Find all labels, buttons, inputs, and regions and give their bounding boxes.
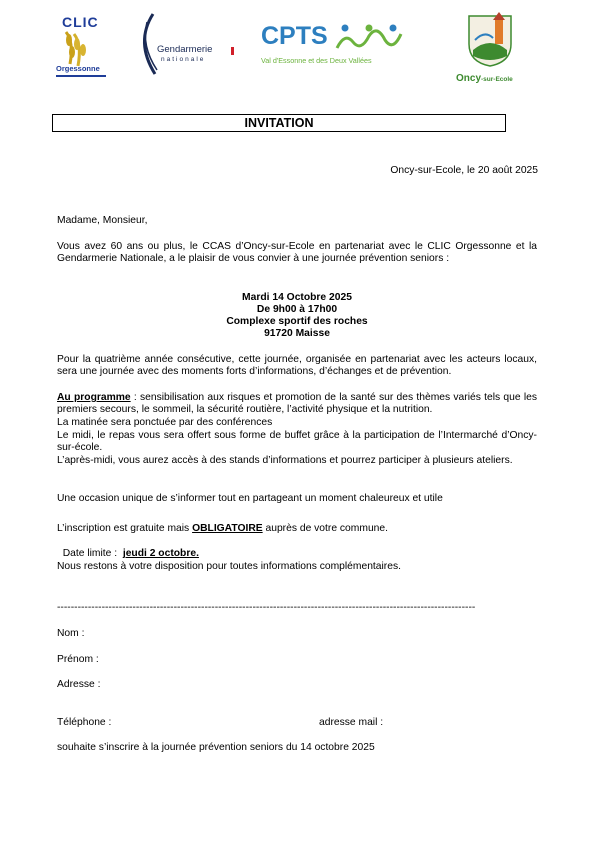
oncy-logo: [455, 10, 525, 82]
email-label: adresse mail :: [319, 717, 384, 728]
oncy-logo-word: Oncy: [456, 73, 482, 84]
deadline-label: Date limite :: [62, 548, 123, 560]
gendarmerie-logo: [133, 12, 237, 82]
clic-logo-underline: [56, 75, 106, 77]
salutation: Madame, Monsieur,: [57, 215, 148, 226]
registration-prefix: L’inscription est gratuite mais: [57, 523, 193, 534]
closing-line: Nous restons à votre disposition pour toutes informations complémentaires.: [57, 561, 401, 572]
oncy-crest-icon: [455, 10, 525, 68]
deadline-line: [57, 536, 199, 561]
registration-suffix: auprès de votre commune.: [262, 523, 388, 534]
oncy-logo-suffix: -sur-Ecole: [481, 76, 513, 83]
cpts-logo-subtitle: Val d'Essonne et des Deux Vallées: [261, 56, 372, 65]
cpts-logo: [259, 22, 409, 72]
morning-line: La matinée sera ponctuée par des conférences: [57, 417, 273, 428]
clic-logo-subtitle: Orgessonne: [56, 64, 100, 73]
lunch-paragraph: Le midi, le repas vous sera offert sous forme de buffet grâce à la participation de l’Intermarché d’Oncy-sur-école.: [57, 430, 537, 454]
registration-line: [57, 523, 388, 535]
prenom-label: Prénom :: [57, 654, 99, 665]
clic-logo: [52, 12, 110, 82]
clic-logo-text: CLIC: [62, 14, 99, 30]
afternoon-paragraph: L’après-midi, vous aurez accès à des stands d’informations et pourrez participer à plusieurs ateliers.: [57, 455, 513, 466]
registration-required: OBLIGATOIRE: [192, 523, 263, 534]
program-paragraph: [57, 392, 537, 417]
intro-paragraph: Vous avez 60 ans ou plus, le CCAS d’Oncy-sur-Ecole en partenariat avec le CLIC Orgessonne et la Gendarmerie Nationale, a le plaisir de vous convier à une journée prévention seniors :: [57, 241, 537, 265]
cut-separator: --------------------------------------------------------------------------------------------------------------------------: [57, 602, 476, 613]
adresse-label: Adresse :: [57, 679, 101, 690]
gendarmerie-logo-subtitle: nationale: [161, 56, 206, 63]
oncy-logo-name: [456, 68, 513, 86]
telephone-label: Téléphone :: [57, 717, 112, 728]
paragraph-partnership: Pour la quatrième année consécutive, cette journée, organisée en partenariat avec les acteurs locaux, sera une journée avec des moments forts d’informations, d’échanges et de prévention.: [57, 354, 537, 378]
program-label: Au programme: [57, 392, 131, 403]
gendarmerie-logo-title: Gendarmerie: [157, 44, 213, 55]
registration-statement: souhaite s’inscrire à la journée prévention seniors du 14 octobre 2025: [57, 742, 375, 753]
place-date: Oncy-sur-Ecole, le 20 août 2025: [390, 165, 538, 176]
event-city: 91720 Maisse: [264, 328, 330, 339]
program-text: : sensibilisation aux risques et promotion de la santé sur des thèmes variés tels que les premiers secours, le sommeil, la sécurité routière, l’activité physique et la nutrition.: [57, 392, 537, 416]
event-venue: Complexe sportif des roches: [226, 316, 368, 327]
event-date: Mardi 14 Octobre 2025: [242, 292, 352, 303]
occasion-line: Une occasion unique de s’informer tout en partageant un moment chaleureux et utile: [57, 493, 443, 504]
invitation-title: INVITATION: [52, 114, 506, 132]
deadline-value: jeudi 2 octobre.: [122, 548, 199, 560]
cpts-logo-name: CPTS: [261, 22, 328, 50]
nom-label: Nom :: [57, 628, 85, 639]
cpts-people-icon: [335, 22, 407, 52]
event-time: De 9h00 à 17h00: [256, 304, 338, 315]
